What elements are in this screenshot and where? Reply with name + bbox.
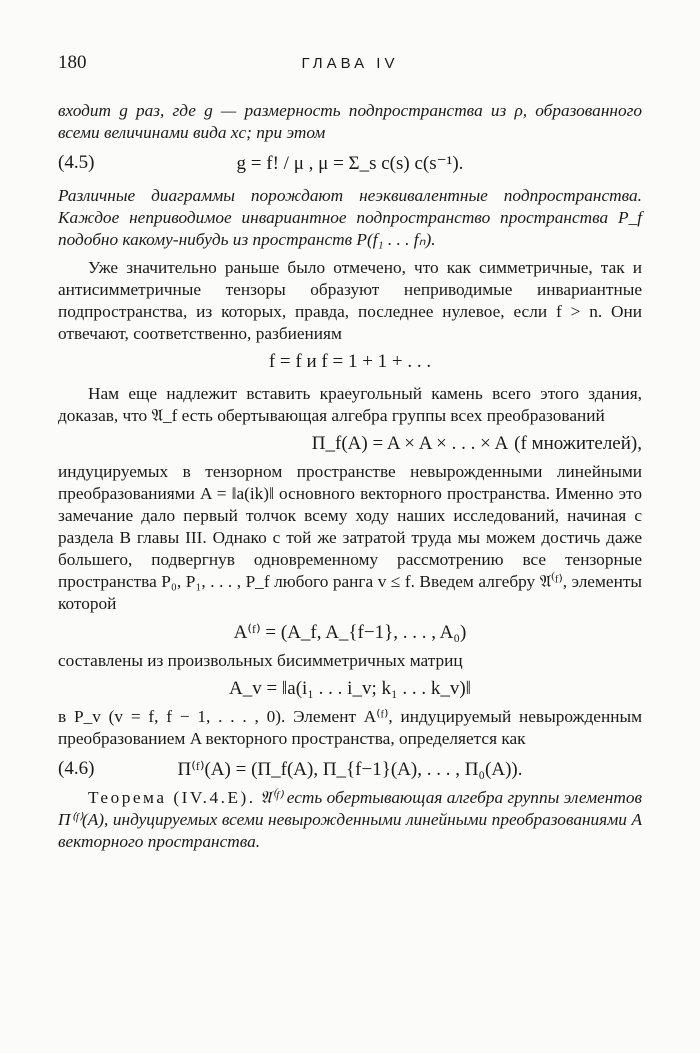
equation-pi-f-note: (f множителей), <box>514 433 642 454</box>
paragraph-2: Различные диаграммы порождают неэквивалентные подпространства. Каждое неприводимое инвариантное подпространство пространства P_f подобно какому-нибудь из пространств P(f₁ . . . fₙ). <box>58 186 642 249</box>
page-body <box>58 100 642 853</box>
paragraph-1: входит g раз, где g — размерность подпространства из ρ, образованного всеми величинами вида xc; при этом <box>58 101 642 142</box>
page-number: 180 <box>58 52 87 73</box>
equation-label-4-6: (4.6) <box>58 758 95 779</box>
theorem <box>58 787 642 853</box>
equation-A-v: A_v = ‖a(i₁ . . . i_v; k₁ . . . k_v)‖ <box>228 678 472 699</box>
equation-pi-f <box>58 433 642 455</box>
paragraph-7: в P_v (v = f, f − 1, . . . , 0). Элемент A⁽ᶠ⁾, индуцируемый невырожденным преобразованием A векторного пространства, определяется как <box>58 707 642 748</box>
page-header <box>58 52 642 80</box>
paragraph-5: индуцируемых в тензорном пространстве невырожденными линейными преобразованиями A = ‖a(ik)‖ основного векторного пространства. Именно это замечание дало первый толчок всему ходу наших исследований, начиная с раздела B главы III. Однако с той же затратой труда мы можем достичь даже большего, подвергнув одновременному рассмотрению все тензорные пространства P₀, P₁, . . . , P_f любого ранга v ≤ f. Введем алгебру 𝔄⁽ᶠ⁾, элементы которой <box>58 462 642 613</box>
equation-4-5 <box>58 152 642 175</box>
equation-partitions: f = f и f = 1 + 1 + . . . <box>268 351 432 372</box>
paragraph-4: Нам еще надлежит вставить краеугольный камень всего этого здания, доказав, что 𝔄_f есть обертывающая алгебра группы всех преобразований <box>58 384 642 425</box>
running-head: ГЛАВА IV <box>301 55 399 72</box>
equation-4-6-body: Π⁽ᶠ⁾(A) = (Π_f(A), Π_{f−1}(A), . . . , Π₀(A)). <box>177 759 523 780</box>
paragraph-3: Уже значительно раньше было отмечено, что как симметричные, так и антисимметричные тензоры образуют неприводимые инвариантные подпространства, из которых, правда, последнее нулевое, если f > n. Они отвечают, соответственно, разбиениям <box>58 258 642 343</box>
equation-pi-f-body: Π_f(A) = A × A × . . . × A <box>311 433 509 454</box>
theorem-title: Теорема (IV.4.E). <box>88 788 256 807</box>
theorem-text: 𝔄⁽ᶠ⁾ есть обертывающая алгебра группы элементов Π⁽ᶠ⁾(A), индуцируемых всеми невырожденными линейными преобразованиями A векторного пространства. <box>58 788 642 851</box>
equation-4-5-body: g = f! / μ , μ = Σ_s c(s) c(s⁻¹). <box>236 153 464 174</box>
equation-A-f: A⁽ᶠ⁾ = (A_f, A_{f−1}, . . . , A₀) <box>233 622 467 643</box>
equation-4-6 <box>58 758 642 781</box>
paragraph-6: составлены из произвольных бисимметричных матриц <box>58 651 463 670</box>
equation-label-4-5: (4.5) <box>58 152 95 173</box>
